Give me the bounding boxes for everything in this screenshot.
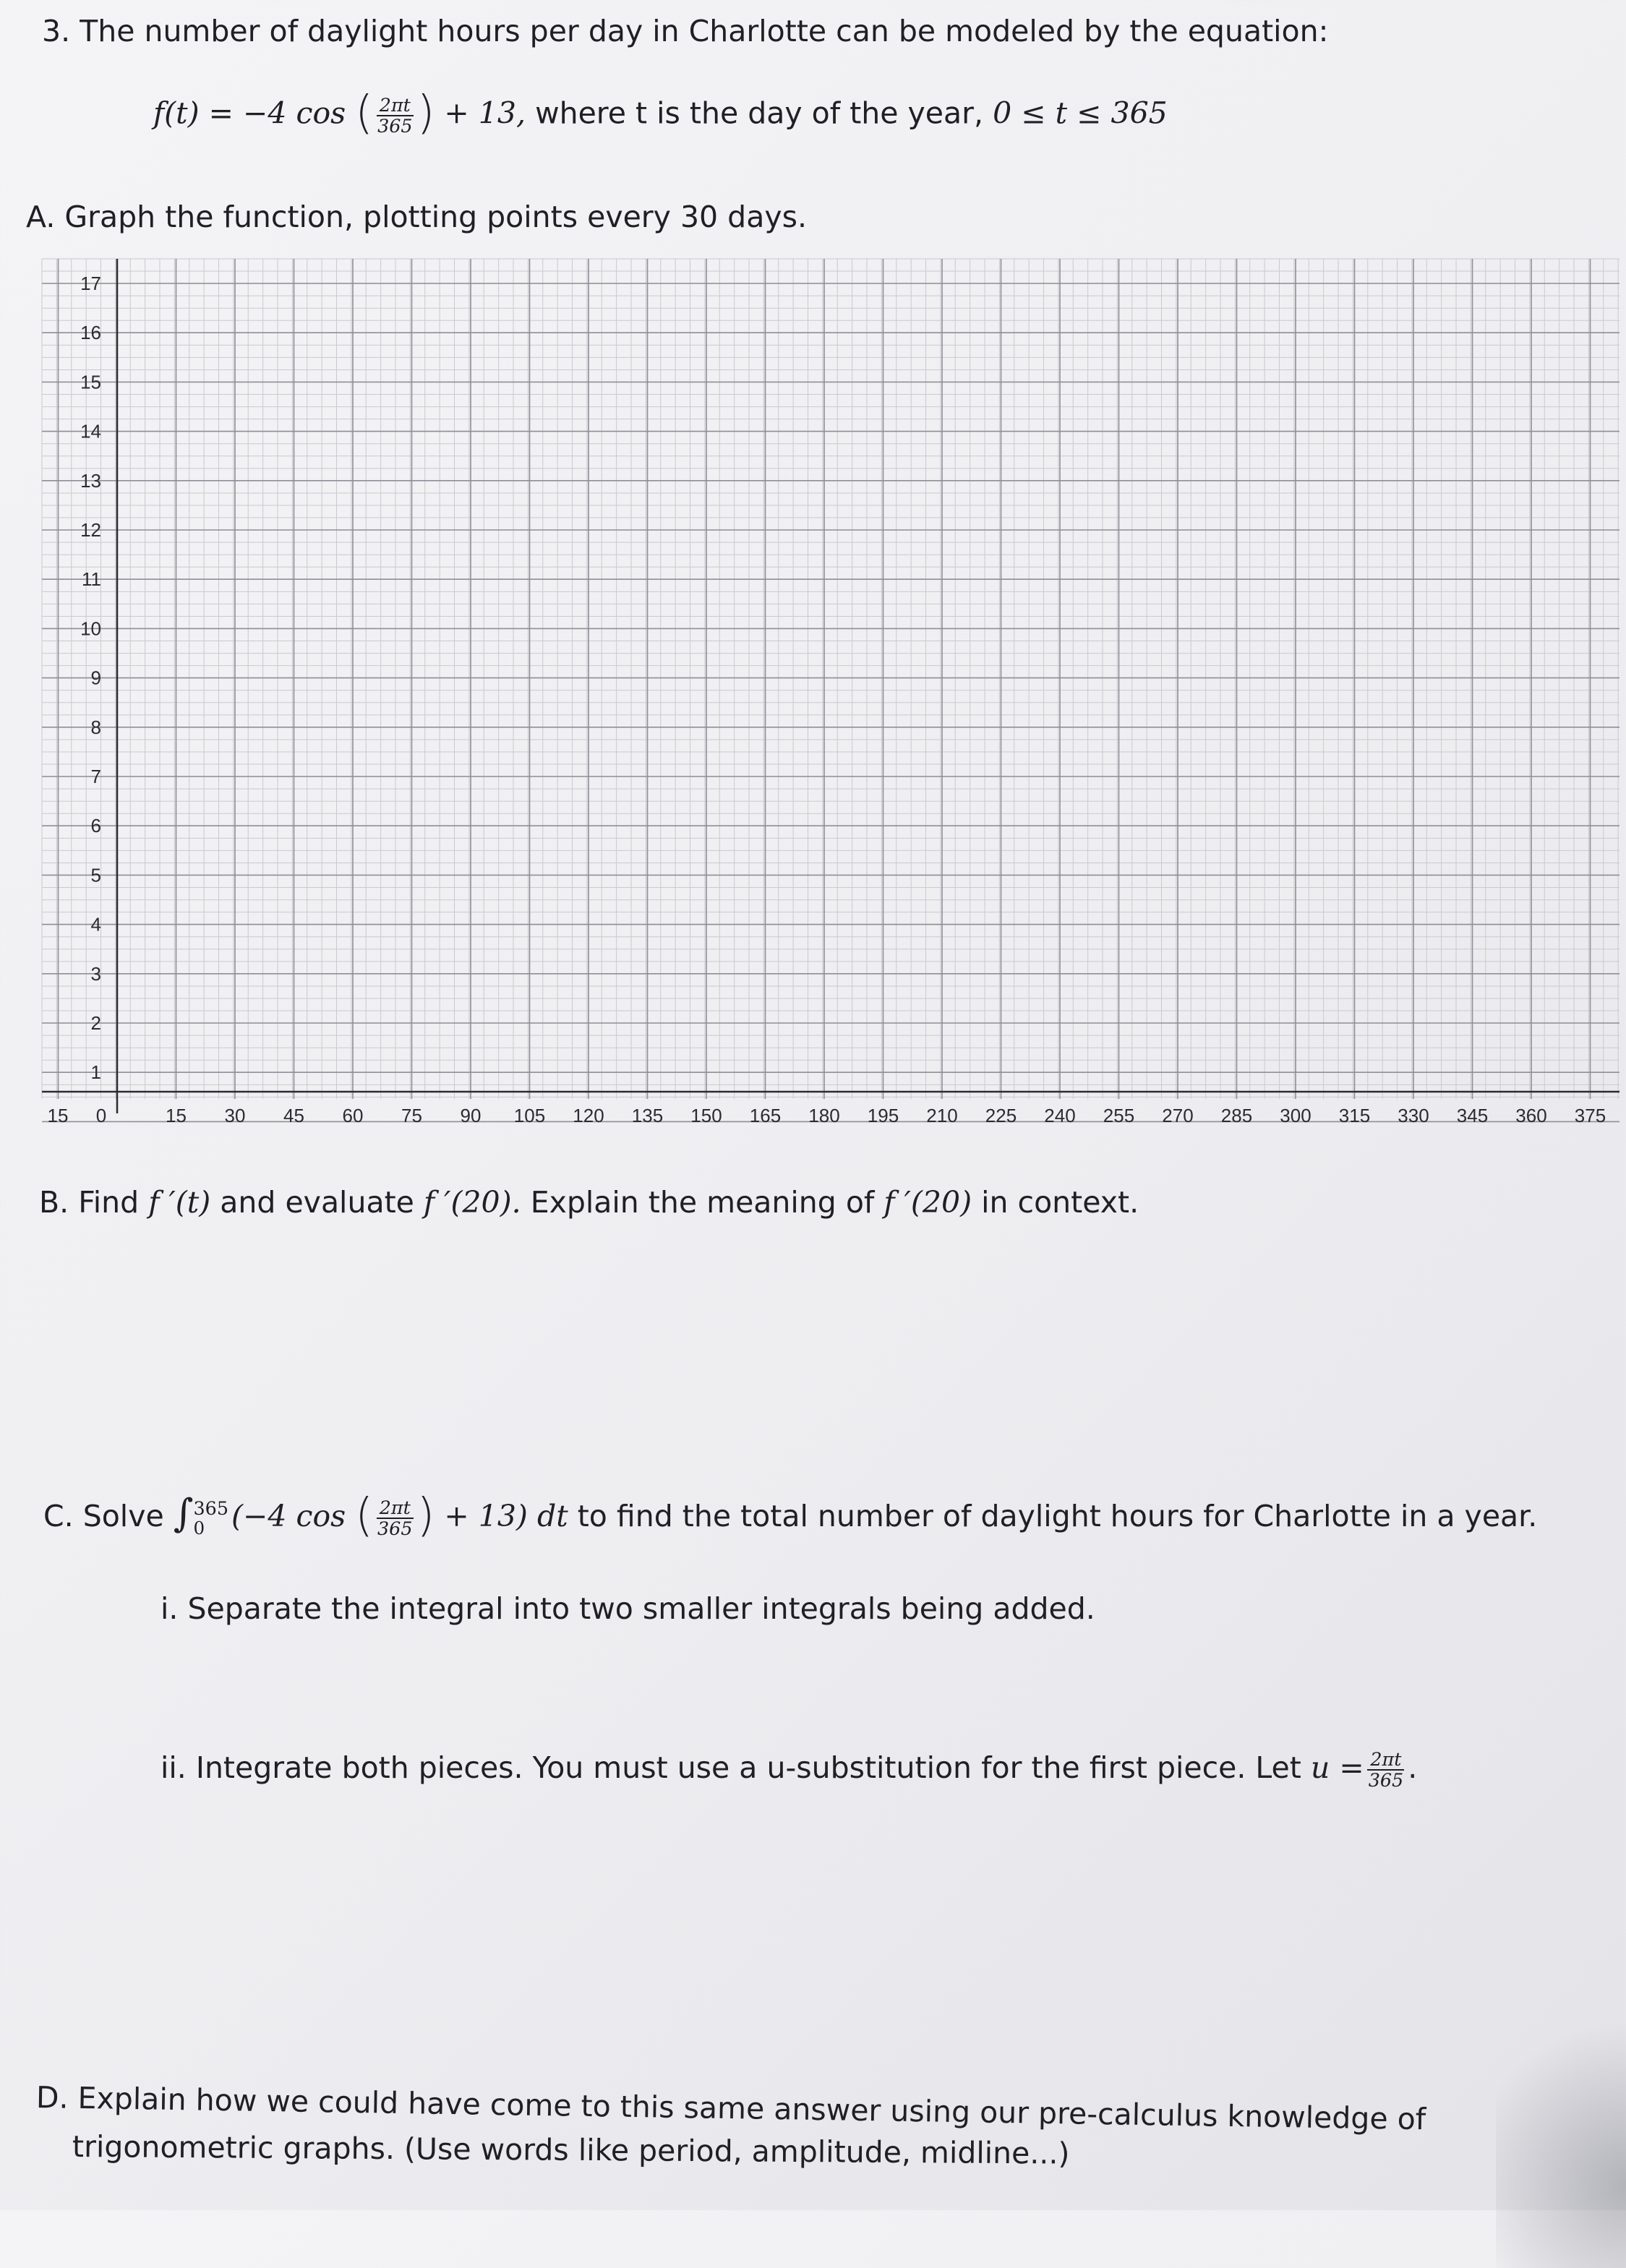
part-d-line-1: D. Explain how we could have come to this same answer using our pre-calculus knowledge of: [35, 2080, 1426, 2137]
part-b-prefix: B. Find: [39, 1185, 140, 1220]
left-paren: (: [355, 1488, 374, 1542]
part-c-suffix: to find the total number of daylight hours for Charlotte in a year.: [577, 1499, 1538, 1533]
x-tick-label: 345: [1456, 1105, 1489, 1126]
part-c-prefix: C. Solve: [43, 1499, 164, 1533]
x-tick-label: 330: [1398, 1105, 1429, 1126]
part-b-fprime-20: f ′(20).: [423, 1185, 521, 1220]
sub-ii-math: u =: [1310, 1750, 1364, 1785]
y-tick-label: 3: [90, 962, 101, 985]
integral-lower-bound: 0: [193, 1518, 205, 1539]
x-tick-label: 375: [1574, 1105, 1606, 1126]
x-tick-label: 240: [1044, 1105, 1076, 1126]
fraction-numerator: 2πt: [377, 95, 414, 116]
part-b-fprime-20b: f ′(20): [883, 1185, 972, 1220]
equation-lhs: f(t) = −4 cos: [153, 95, 346, 131]
sub-ii-text: ii. Integrate both pieces. You must use a u-substitution for the first piece. Let: [161, 1750, 1301, 1785]
part-a-prompt: A. Graph the function, plotting points every 30 days.: [26, 200, 807, 234]
equation-tail-math: + 13,: [444, 95, 526, 131]
y-tick-label: 16: [80, 322, 101, 344]
left-paren: (: [355, 85, 374, 139]
x-tick-label: 360: [1515, 1105, 1547, 1126]
y-tick-label: 14: [80, 420, 101, 442]
integral-bounds: [194, 1499, 229, 1539]
integral-upper-bound: 365: [193, 1497, 229, 1519]
sub-ii-fraction: [1366, 1750, 1407, 1789]
y-tick-label: 15: [80, 371, 101, 393]
axes: [42, 259, 1619, 1113]
equation-domain: 0 ≤ t ≤ 365: [993, 95, 1168, 131]
x-tick-label: 315: [1338, 1105, 1371, 1126]
x-tick-label: 105: [513, 1105, 546, 1126]
x-tick-label: 195: [867, 1105, 899, 1126]
page-shadow: [1496, 1993, 1626, 2268]
part-c-prompt: [43, 1489, 1537, 1547]
y-tick-label: 6: [90, 815, 101, 837]
equation-line: [153, 87, 1168, 144]
y-tick-label: 2: [90, 1012, 101, 1034]
fraction-denominator: 365: [377, 114, 413, 137]
problem-intro: [42, 13, 1328, 50]
integrand-b: + 13) dt: [444, 1499, 568, 1533]
y-tick-label: 7: [90, 766, 101, 787]
x-tick-label: 15: [166, 1105, 187, 1126]
y-tick-label: 11: [82, 568, 101, 591]
x-tick-label: 90: [460, 1105, 482, 1126]
problem-intro-text: The number of daylight hours per day in Charlotte can be modeled by the equation:: [80, 14, 1329, 48]
problem-number: 3.: [42, 14, 71, 48]
part-b-suffix: Explain the meaning of: [530, 1185, 875, 1220]
right-paren: ): [416, 1488, 435, 1542]
y-tick-label: 10: [80, 617, 101, 640]
integrand-a: (−4 cos: [231, 1499, 346, 1533]
x-tick-label: 180: [808, 1105, 840, 1126]
x-tick-label: 300: [1280, 1105, 1312, 1126]
part-b-fprime-t: f ′(t): [148, 1185, 211, 1220]
y-tick-label: 1: [90, 1061, 101, 1084]
y-tick-label: 4: [90, 913, 101, 936]
x-tick-label: 30: [224, 1105, 246, 1126]
y-tick-label: 5: [90, 864, 101, 886]
x-tick-label: 0: [95, 1105, 107, 1126]
x-axis-labels: [48, 1105, 1606, 1126]
x-tick-label: 285: [1220, 1105, 1253, 1126]
x-tick-label: 150: [690, 1105, 722, 1126]
equation-tail-text: where t is the day of the year,: [535, 95, 984, 131]
fraction-numerator: 2πt: [377, 1498, 414, 1519]
part-c-sub-i: i. Separate the integral into two smaller integrals being added.: [161, 1591, 1095, 1626]
fraction-numerator: 2πt: [1367, 1750, 1404, 1771]
x-tick-label: 75: [401, 1105, 422, 1126]
y-tick-label: 13: [80, 469, 101, 492]
x-tick-label: 210: [926, 1105, 958, 1126]
integrand-fraction: [375, 1498, 416, 1538]
x-tick-label: 15: [47, 1105, 69, 1126]
part-b-prompt: [39, 1184, 1139, 1221]
part-b-mid: and evaluate: [220, 1185, 414, 1220]
minor-grid: [42, 259, 1619, 1099]
right-paren: ): [416, 85, 435, 139]
x-tick-label: 135: [631, 1105, 664, 1126]
x-tick-label: 270: [1162, 1105, 1194, 1126]
integral-sign: ∫: [173, 1491, 194, 1536]
fraction-denominator: 365: [377, 1518, 413, 1539]
y-tick-label: 9: [90, 667, 101, 689]
x-tick-label: 60: [342, 1105, 364, 1126]
x-tick-label: 120: [573, 1105, 604, 1126]
x-tick-label: 225: [985, 1105, 1017, 1126]
y-tick-label: 8: [90, 716, 101, 738]
part-d-line-2: trigonometric graphs. (Use words like period, amplitude, midline...): [72, 2129, 1070, 2171]
x-tick-label: 45: [283, 1105, 304, 1126]
equation-fraction: [375, 95, 416, 135]
y-tick-label: 12: [80, 519, 101, 541]
y-tick-label: 17: [80, 273, 101, 294]
x-tick-label: 255: [1103, 1105, 1135, 1126]
graph-paper: [0, 246, 1626, 1164]
part-b-end: in context.: [981, 1185, 1139, 1220]
sub-ii-end: .: [1408, 1750, 1418, 1785]
part-c-sub-ii: [161, 1750, 1417, 1790]
fraction-denominator: 365: [1368, 1769, 1404, 1791]
x-tick-label: 165: [749, 1105, 782, 1126]
